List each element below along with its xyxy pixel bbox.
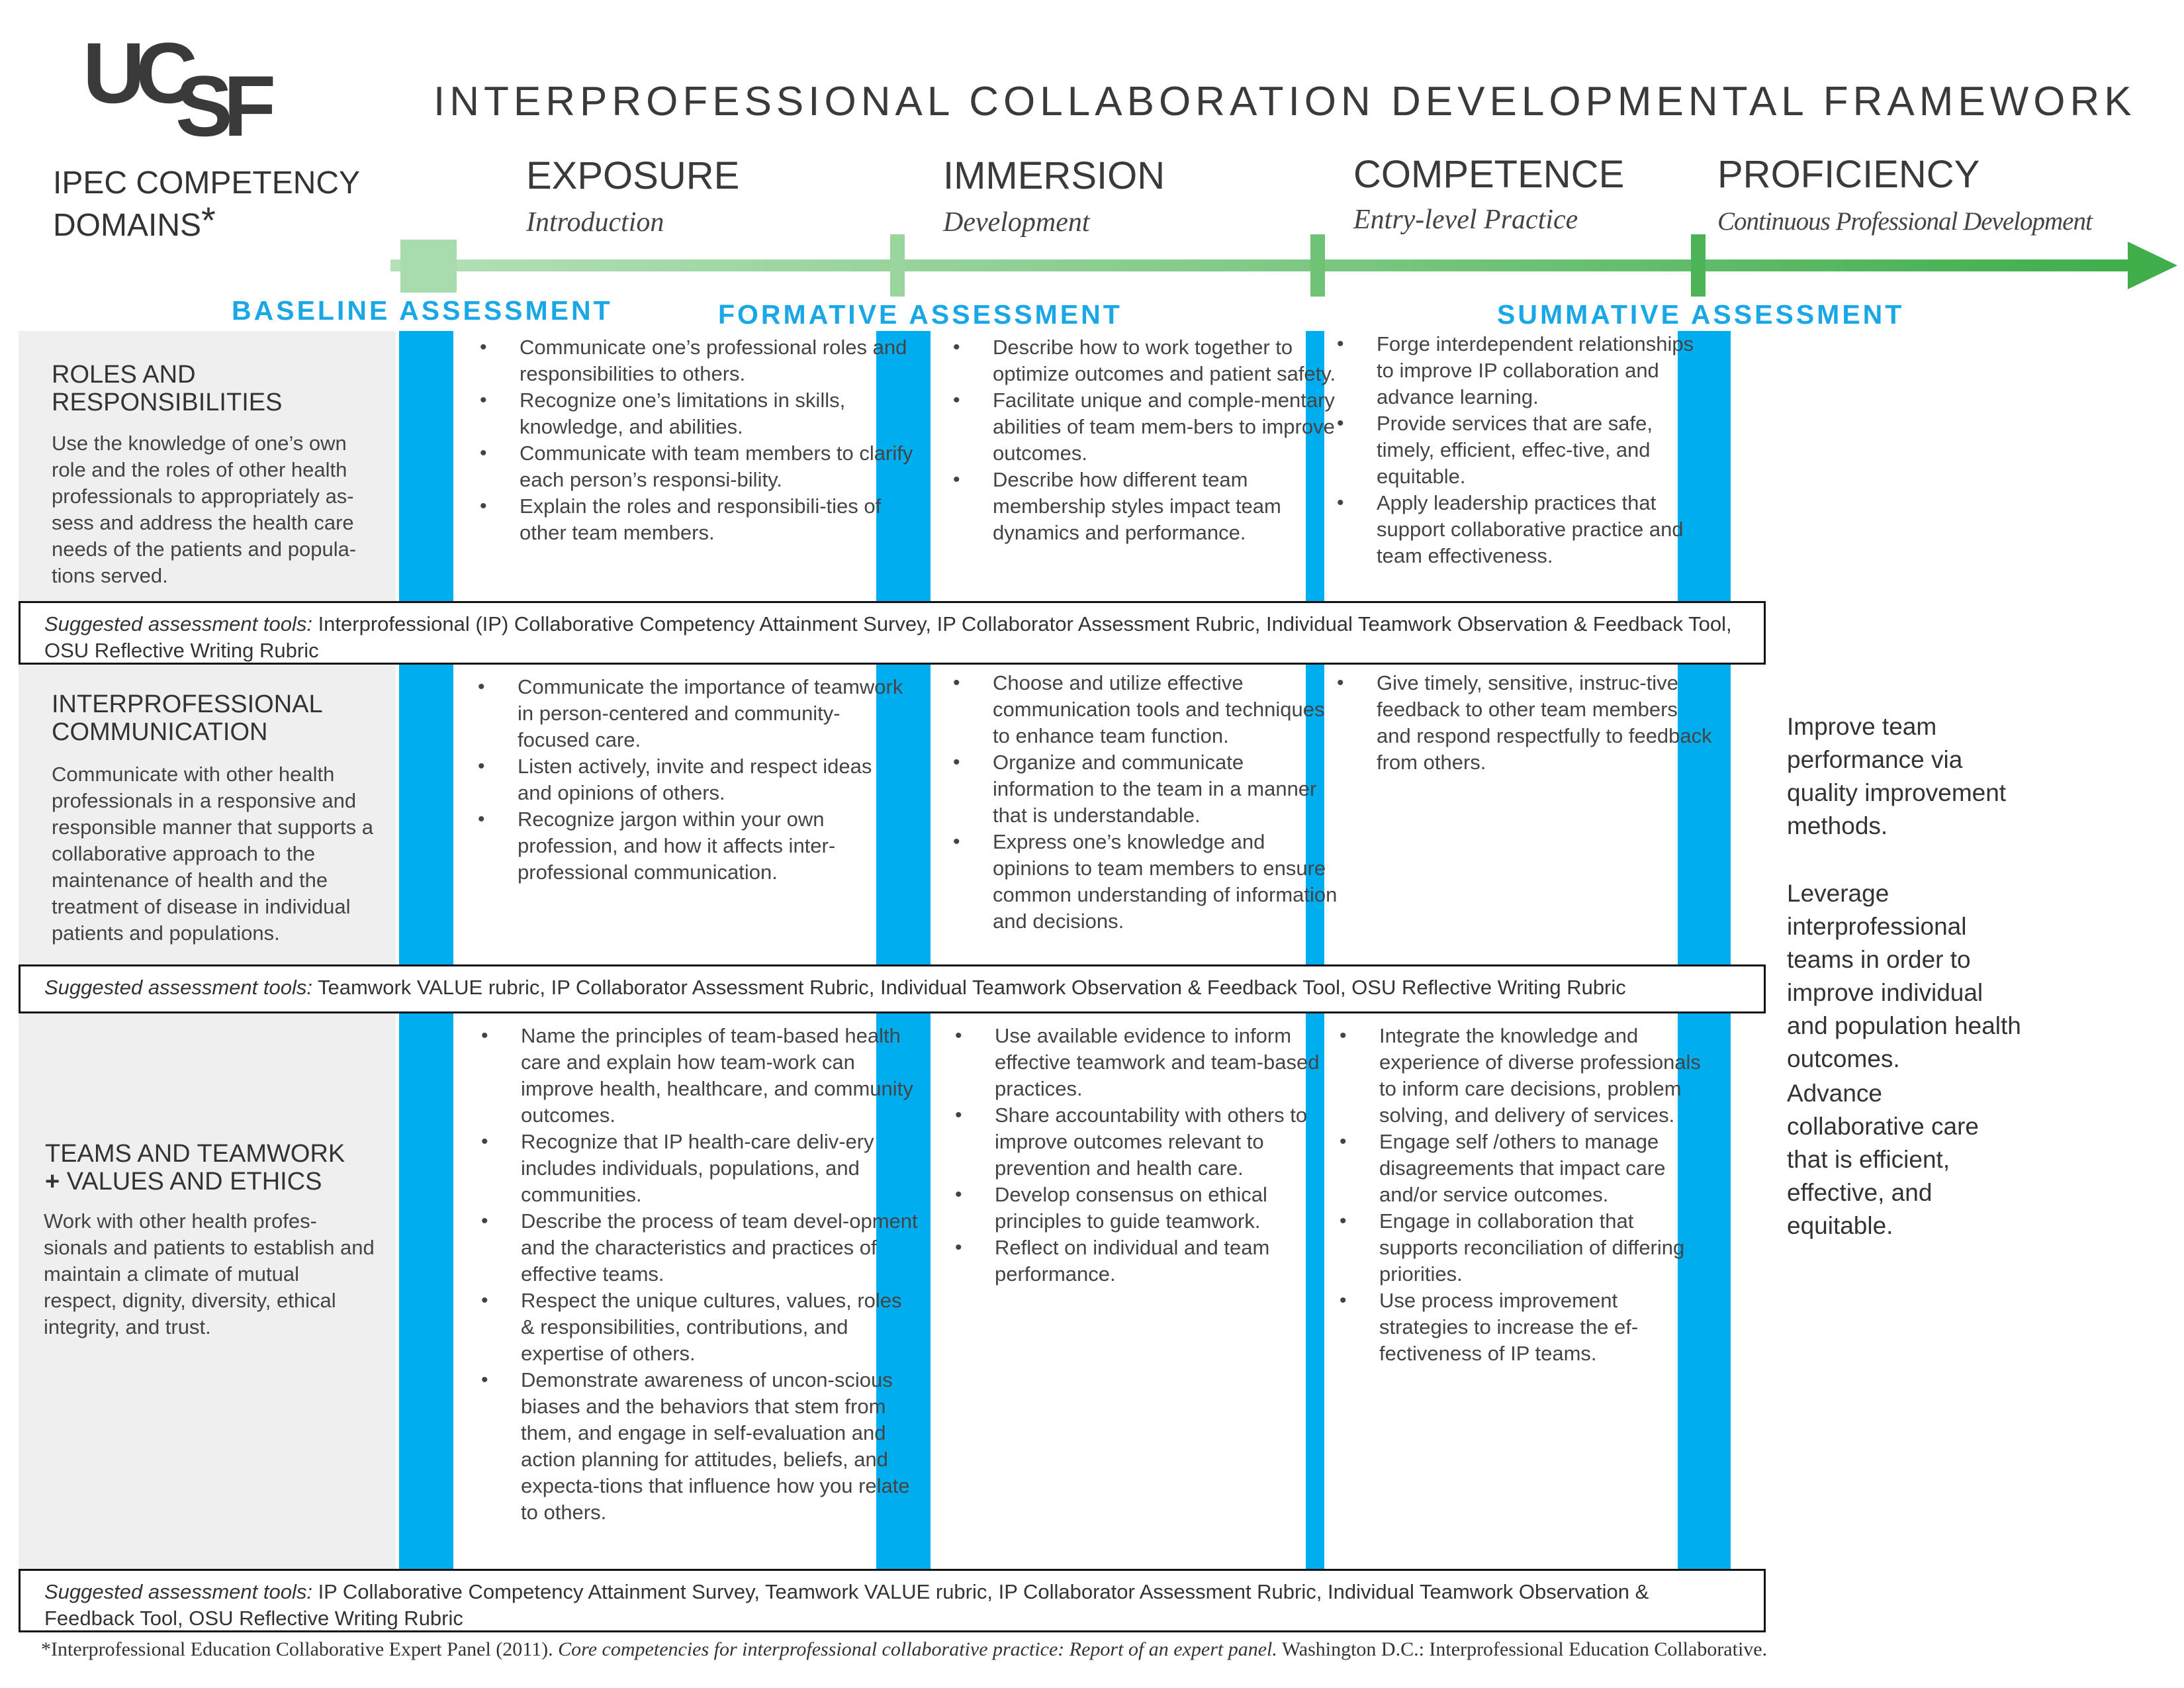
- communication-competence-list: [1337, 670, 1714, 776]
- teams-assessment-tools: [19, 1569, 1766, 1632]
- list-item: • Express one’s knowledge and opinions to team members to ensure common understanding of information and decisions.: [993, 829, 1343, 935]
- stage-proficiency-subtitle: Continuous Professional Development: [1717, 207, 2092, 236]
- list-item: • Integrate the knowledge and experience of diverse professionals to inform care decisions, problem solving, and delivery of services.: [1379, 1023, 1710, 1129]
- footnote-citation: [41, 1638, 1767, 1661]
- roles-immersion-list: [953, 334, 1343, 546]
- stage-proficiency-name: PROFICIENCY: [1717, 153, 1980, 196]
- list-item: • Organize and communicate information to the team in a manner that is understandable.: [993, 749, 1343, 829]
- list-item: • Reflect on individual and team performance.: [995, 1235, 1339, 1288]
- baseline-assessment-label: BASELINE ASSESSMENT: [232, 295, 613, 326]
- domain-communication-description: Communicate with other health professionals in a responsive and responsible manner that supports a collaborative approach to the maintenance of health and the treatment of disease in individual patients and populations.: [52, 763, 373, 945]
- list-item: • Recognize that IP health-care deliv-ery includes individuals, populations, and communities.: [521, 1129, 918, 1208]
- ucsf-logo: [83, 36, 281, 142]
- list-item: • Choose and utilize effective communication tools and techniques to enhance team function.: [993, 670, 1343, 749]
- teams-immersion-list: [955, 1023, 1339, 1288]
- communication-assessment-tools: [19, 964, 1766, 1013]
- list-item: • Facilitate unique and comple-mentary abilities of team mem-bers to improve outcomes.: [993, 387, 1343, 467]
- list-item: • Forge interdependent relationships to improve IP collaboration and advance learning.: [1377, 331, 1714, 410]
- footnote-post: Washington D.C.: Interprofessional Education Collaborative.: [1277, 1638, 1768, 1660]
- communication-exposure-list: [478, 674, 908, 886]
- list-item: • Describe how to work together to optimize outcomes and patient safety.: [993, 334, 1343, 387]
- baseline-assessment-bar: [399, 331, 453, 1569]
- formative-assessment-label: FORMATIVE ASSESSMENT: [718, 299, 1122, 330]
- stage-immersion-subtitle: Development: [943, 207, 1090, 238]
- list-item: • Use available evidence to inform effective teamwork and team-based practices.: [995, 1023, 1339, 1102]
- logo-text-uc: UC: [83, 36, 189, 121]
- summative-assessment-label: SUMMATIVE ASSESSMENT: [1497, 299, 1905, 330]
- start-marker: [400, 240, 457, 293]
- list-item: • Engage in collaboration that supports reconciliation of differing priorities.: [1379, 1208, 1710, 1288]
- domain-roles-description: Use the knowledge of one’s own role and the roles of other health professionals to appropriately as-sess and address the health care needs of the patients and popula-tions served.: [52, 432, 357, 587]
- list-item: • Respect the unique cultures, values, roles & responsibilities, contributions, and expertise of others.: [521, 1288, 918, 1367]
- page-title: INTERPROFESSIONAL COLLABORATION DEVELOPMENTAL FRAMEWORK: [433, 79, 2136, 124]
- list-item: • Explain the roles and responsibili-ties of other team members.: [520, 493, 917, 546]
- tools-text: Teamwork VALUE rubric, IP Collaborator Assessment Rubric, Individual Teamwork Observation & Feedback Tool, OSU Reflective Writing Rubric: [312, 976, 1626, 999]
- list-item: • Describe how different team membership styles impact team dynamics and performance.: [993, 467, 1343, 546]
- list-item: • Recognize one’s limitations in skills, knowledge, and abilities.: [520, 387, 917, 440]
- list-item: • Engage self /others to manage disagreements that impact care and/or service outcomes.: [1379, 1129, 1710, 1208]
- tick-competence: [1310, 234, 1325, 297]
- domain-teams-title-line2: VALUES AND ETHICS: [66, 1168, 322, 1196]
- teams-exposure-list: [481, 1023, 918, 1526]
- arrow-shaft: [390, 259, 2138, 271]
- domains-header: [53, 162, 360, 247]
- list-item: • Describe the process of team devel-opment and the characteristics and practices of effective teams.: [521, 1208, 918, 1288]
- list-item: • Recognize jargon within your own profession, and how it affects inter-professional communication.: [518, 806, 908, 886]
- list-item: • Share accountability with others to improve outcomes relevant to prevention and health care.: [995, 1102, 1339, 1182]
- footnote-pre: *Interprofessional Education Collaborative Expert Panel (2011).: [41, 1638, 559, 1660]
- communication-immersion-list: [953, 670, 1343, 935]
- domain-roles-title: ROLES AND RESPONSIBILITIES: [52, 361, 283, 416]
- list-item: • Communicate one’s professional roles and responsibilities to others.: [520, 334, 917, 387]
- list-item: • Demonstrate awareness of uncon-scious biases and the behaviors that stem from them, and engage in self-evaluation and action planning for attitudes, beliefs, and expecta-tions that influence how you relate to others.: [521, 1367, 918, 1526]
- stage-competence-subtitle: Entry-level Practice: [1353, 205, 1578, 235]
- tools-label: Suggested assessment tools:: [44, 976, 312, 999]
- progression-arrow: [390, 232, 2177, 305]
- roles-exposure-list: [480, 334, 917, 546]
- stage-exposure-name: EXPOSURE: [526, 154, 740, 197]
- teams-competence-list: [1340, 1023, 1710, 1367]
- proficiency-outcome-1: Improve team performance via quality improvement methods.: [1787, 713, 2007, 839]
- proficiency-outcome-2: Leverage interprofessional teams in order to improve individual and population health outcomes.: [1787, 880, 2021, 1072]
- arrow-head: [2128, 242, 2177, 289]
- list-item: • Apply leadership practices that support collaborative practice and team effectiveness.: [1377, 490, 1714, 569]
- domains-header-asterisk: *: [201, 199, 216, 241]
- footnote-italic: Core competencies for interprofessional collaborative practice: Report of an expert panel.: [558, 1638, 1277, 1660]
- domain-teams-title: [45, 1140, 389, 1196]
- list-item: • Listen actively, invite and respect ideas and opinions of others.: [518, 753, 908, 806]
- tools-label: Suggested assessment tools:: [44, 612, 312, 635]
- tools-text: Interprofessional (IP) Collaborative Competency Attainment Survey, IP Collaborator Assessment Rubric, Individual Teamwork Observation & Feedback Tool, OSU Reflective Writing Rubric: [44, 612, 1732, 662]
- list-item: • Develop consensus on ethical principles to guide teamwork.: [995, 1182, 1339, 1235]
- stage-immersion-name: IMMERSION: [943, 154, 1165, 197]
- domain-teams-description: Work with other health profes-sionals and patients to establish and maintain a climate of mutual respect, dignity, diversity, ethical integrity, and trust.: [44, 1209, 375, 1338]
- list-item: • Provide services that are safe, timely, efficient, effec-tive, and equitable.: [1377, 410, 1714, 490]
- plus-icon: +: [45, 1168, 60, 1196]
- domain-communication-title: INTERPROFESSIONAL COMMUNICATION: [52, 690, 322, 746]
- domains-header-line2: DOMAINS: [53, 208, 202, 243]
- stage-exposure-subtitle: Introduction: [526, 207, 664, 238]
- proficiency-outcome-3: Advance collaborative care that is efficient, effective, and equitable.: [1787, 1080, 1979, 1239]
- roles-assessment-tools: [19, 601, 1766, 665]
- list-item: • Use process improvement strategies to increase the ef-fectiveness of IP teams.: [1379, 1288, 1710, 1367]
- list-item: • Give timely, sensitive, instruc-tive feedback to other team members and respond respectfully to feedback from others.: [1377, 670, 1714, 776]
- list-item: • Communicate the importance of teamwork in person-centered and community-focused care.: [518, 674, 908, 753]
- logo-text-sf: SF: [175, 58, 267, 142]
- stage-competence-name: COMPETENCE: [1353, 153, 1625, 196]
- tools-label: Suggested assessment tools:: [44, 1580, 312, 1603]
- domain-teams-title-line1: TEAMS AND TEAMWORK: [45, 1140, 345, 1168]
- list-item: • Communicate with team members to clarify each person’s responsi-bility.: [520, 440, 917, 493]
- tools-text: IP Collaborative Competency Attainment Survey, Teamwork VALUE rubric, IP Collaborator Assessment Rubric, Individual Teamwork Observation & Feedback Tool, OSU Reflective Writing Rubric: [44, 1580, 1649, 1630]
- tick-immersion: [890, 234, 905, 297]
- list-item: • Name the principles of team-based health care and explain how team-work can improve health, healthcare, and community outcomes.: [521, 1023, 918, 1129]
- roles-competence-list: [1337, 331, 1714, 569]
- tick-proficiency: [1691, 234, 1706, 297]
- domains-header-line1: IPEC COMPETENCY: [53, 165, 361, 201]
